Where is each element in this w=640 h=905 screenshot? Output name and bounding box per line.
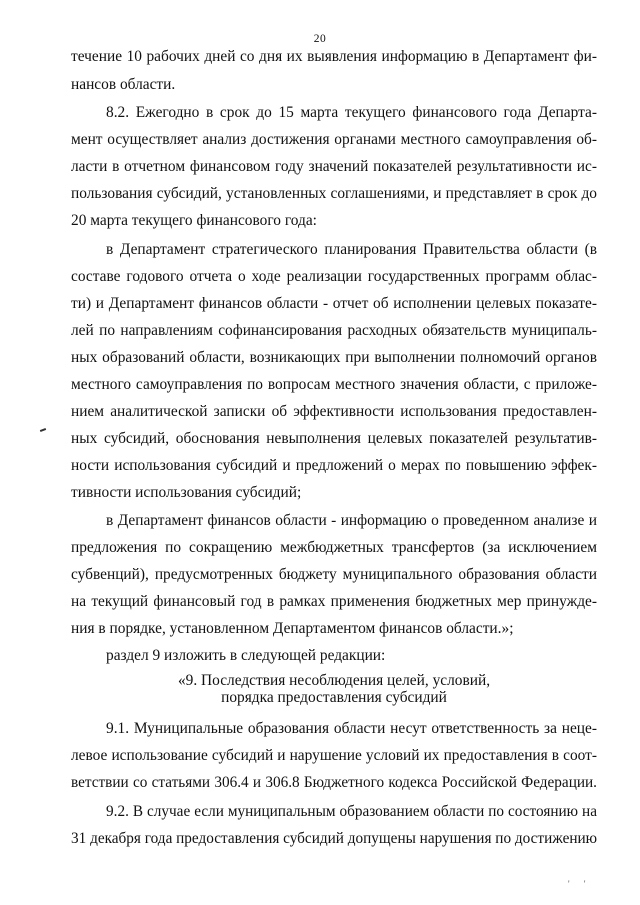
text-line: ветствии со статьями 306.4 и 306.8 Бюджетного кодекса Российской Федерации. bbox=[71, 774, 597, 791]
paragraph-9-1-first-line: 9.1. Муниципальные образования области несут ответственность за неце- bbox=[106, 720, 597, 737]
text-line: ласти в отчетном финансовом году значений показателей результативности ис- bbox=[71, 158, 597, 175]
text-line: лей по направлениям софинансирования расходных обязательств муниципаль- bbox=[71, 322, 597, 339]
text-line: ти) и Департамент финансов области - отчет об исполнении целевых показате- bbox=[71, 295, 597, 312]
corner-scan-marks: ' ' bbox=[568, 879, 592, 889]
paragraph-strategic-dept-first-line: в Департамент стратегического планирования Правительства области (в bbox=[106, 241, 597, 258]
text-line: местного самоуправления по вопросам местного значения области, с приложе- bbox=[71, 376, 597, 393]
text-line: на текущий финансовый год в рамках применения бюджетных мер принужде- bbox=[71, 593, 597, 610]
text-line: составе годового отчета о ходе реализации государственных программ облас- bbox=[71, 268, 597, 285]
text-line: ния в порядке, установленном Департаментом финансов области.»; bbox=[71, 620, 514, 637]
text-line: течение 10 рабочих дней со дня их выявления информацию в Департамент фи- bbox=[71, 48, 597, 65]
text-line: предложения по сокращению межбюджетных трансфертов (за исключением bbox=[71, 539, 597, 556]
text-line: тивности использования субсидий; bbox=[71, 484, 302, 501]
text-line: нансов области. bbox=[71, 76, 176, 93]
text-line: ных субсидий, обоснования невыполнения целевых показателей результатив- bbox=[71, 430, 597, 447]
page-number: 20 bbox=[313, 33, 327, 45]
text-line: субвенций), предусмотренных бюджету муниципального образования области bbox=[71, 566, 597, 583]
text-line: 31 декабря года предоставления субсидий допущены нарушения по достижению bbox=[71, 830, 598, 847]
text-line: 20 марта текущего финансового года: bbox=[71, 212, 317, 229]
section-9-intro-line: раздел 9 изложить в следующей редакции: bbox=[106, 647, 386, 664]
text-line: ных образований области, возникающих при выполнении полномочий органов bbox=[71, 349, 597, 366]
paragraph-8-2-first-line: 8.2. Ежегодно в срок до 15 марта текущего финансового года Департа- bbox=[106, 104, 597, 121]
text-line: пользования субсидий, установленных соглашениями, и представляет в срок до bbox=[71, 185, 597, 202]
text-line: левое использование субсидий и нарушение условий их предоставления в соот- bbox=[71, 747, 597, 764]
paragraph-finance-dept-first-line: в Департамент финансов области - информацию о проведенном анализе и bbox=[106, 512, 597, 529]
section-9-heading-line-1: «9. Последствия несоблюдения целей, условий, bbox=[177, 672, 491, 689]
text-line: нием аналитической записки об эффективности использования предоставлен- bbox=[71, 403, 597, 420]
paragraph-9-2-first-line: 9.2. В случае если муниципальным образованием области по состоянию на bbox=[106, 803, 597, 820]
margin-tick-mark bbox=[40, 428, 46, 432]
text-line: ности использования субсидий и предложений о мерах по повышению эффек- bbox=[71, 457, 597, 474]
text-line: мент осуществляет анализ достижения органами местного самоуправления об- bbox=[71, 131, 597, 148]
section-9-heading-line-2: порядка предоставления субсидий bbox=[221, 689, 447, 706]
